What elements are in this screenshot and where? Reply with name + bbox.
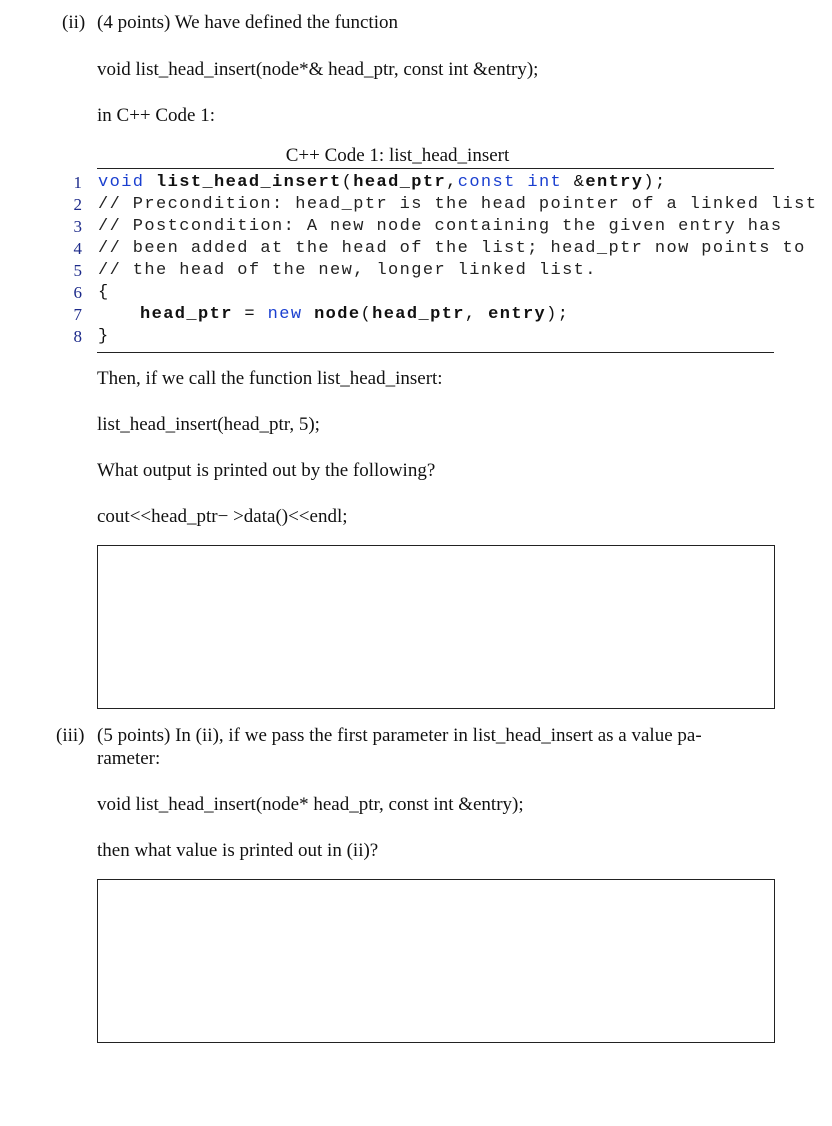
code-bottom-rule bbox=[97, 352, 774, 353]
code-line bbox=[0, 173, 832, 195]
code-token bbox=[516, 173, 528, 192]
line-number: 1 bbox=[73, 173, 82, 192]
code-text bbox=[140, 305, 569, 324]
code-line bbox=[0, 283, 832, 305]
code-line bbox=[0, 217, 832, 239]
line-number: 3 bbox=[73, 217, 82, 236]
code-keyword: const bbox=[457, 173, 516, 192]
line-number: 4 bbox=[73, 239, 82, 258]
code-token bbox=[144, 173, 156, 192]
code-line bbox=[0, 305, 832, 327]
code-text bbox=[98, 173, 667, 192]
line-number: 7 bbox=[73, 305, 82, 324]
code-identifier: entry bbox=[488, 305, 547, 324]
code-token: , bbox=[446, 173, 458, 192]
code-caption: C++ Code 1: list_head_insert bbox=[285, 145, 510, 166]
code-identifier: list_head_insert bbox=[156, 173, 342, 192]
q2-signature: void list_head_insert(node*& head_ptr, const int &entry); bbox=[97, 59, 539, 80]
q3-question: then what value is printed out in (ii)? bbox=[97, 840, 379, 861]
code-token: } bbox=[98, 327, 110, 346]
q2-cout-text: cout<<head_ptr− >data()<<endl; bbox=[97, 506, 348, 527]
code-token: ( bbox=[360, 305, 373, 324]
code-text bbox=[98, 239, 806, 258]
code-token: ); bbox=[643, 173, 667, 192]
q2-intro: (4 points) We have defined the function bbox=[97, 12, 398, 33]
code-line bbox=[0, 261, 832, 283]
q3-signature: void list_head_insert(node* head_ptr, const int &entry); bbox=[97, 794, 524, 815]
code-token: ( bbox=[341, 173, 354, 192]
q3-line1: (5 points) In (ii), if we pass the first parameter in list_head_insert as a value pa- bbox=[97, 725, 702, 746]
code-text bbox=[98, 283, 110, 302]
code-comment: // been added at the head of the list; head_ptr now points to bbox=[98, 239, 806, 258]
code-text bbox=[98, 261, 597, 280]
code-comment: // Precondition: head_ptr is the head pointer of a linked list bbox=[98, 195, 818, 214]
q2-location: in C++ Code 1: bbox=[97, 105, 216, 126]
code-line bbox=[0, 195, 832, 217]
code-token: { bbox=[98, 283, 110, 302]
line-number: 5 bbox=[73, 261, 82, 280]
line-number: 6 bbox=[73, 283, 82, 302]
line-number: 8 bbox=[73, 327, 82, 346]
code-text bbox=[98, 327, 110, 346]
code-keyword: void bbox=[98, 173, 145, 192]
code-token bbox=[302, 305, 314, 324]
q2-then-text: Then, if we call the function list_head_insert: bbox=[97, 368, 443, 389]
q3-line2: rameter: bbox=[97, 748, 161, 769]
code-line bbox=[0, 327, 832, 349]
code-top-rule bbox=[97, 168, 774, 169]
code-token: = bbox=[232, 305, 268, 324]
q2-answer-box[interactable] bbox=[97, 545, 775, 709]
q2-call-text: list_head_insert(head_ptr, 5); bbox=[97, 414, 320, 435]
code-identifier: node bbox=[314, 305, 361, 324]
code-text bbox=[98, 217, 783, 236]
q3-label: (iii) bbox=[56, 725, 85, 746]
q2-label: (ii) bbox=[62, 12, 86, 33]
q2-question: What output is printed out by the following? bbox=[97, 460, 436, 481]
code-identifier: head_ptr bbox=[140, 305, 233, 324]
code-identifier: head_ptr bbox=[353, 173, 447, 192]
code-comment: // Postcondition: A new node containing the given entry has bbox=[98, 217, 783, 236]
code-identifier: head_ptr bbox=[372, 305, 465, 324]
code-token: ); bbox=[546, 305, 570, 324]
code-keyword: int bbox=[527, 173, 563, 192]
code-token: , bbox=[464, 305, 489, 324]
code-token: & bbox=[562, 173, 586, 192]
code-keyword: new bbox=[267, 305, 303, 324]
code-comment: // the head of the new, longer linked list. bbox=[98, 261, 597, 280]
code-identifier: entry bbox=[585, 173, 644, 192]
line-number: 2 bbox=[73, 195, 82, 214]
code-text bbox=[98, 195, 817, 214]
code-line bbox=[0, 239, 832, 261]
q3-answer-box[interactable] bbox=[97, 879, 775, 1043]
